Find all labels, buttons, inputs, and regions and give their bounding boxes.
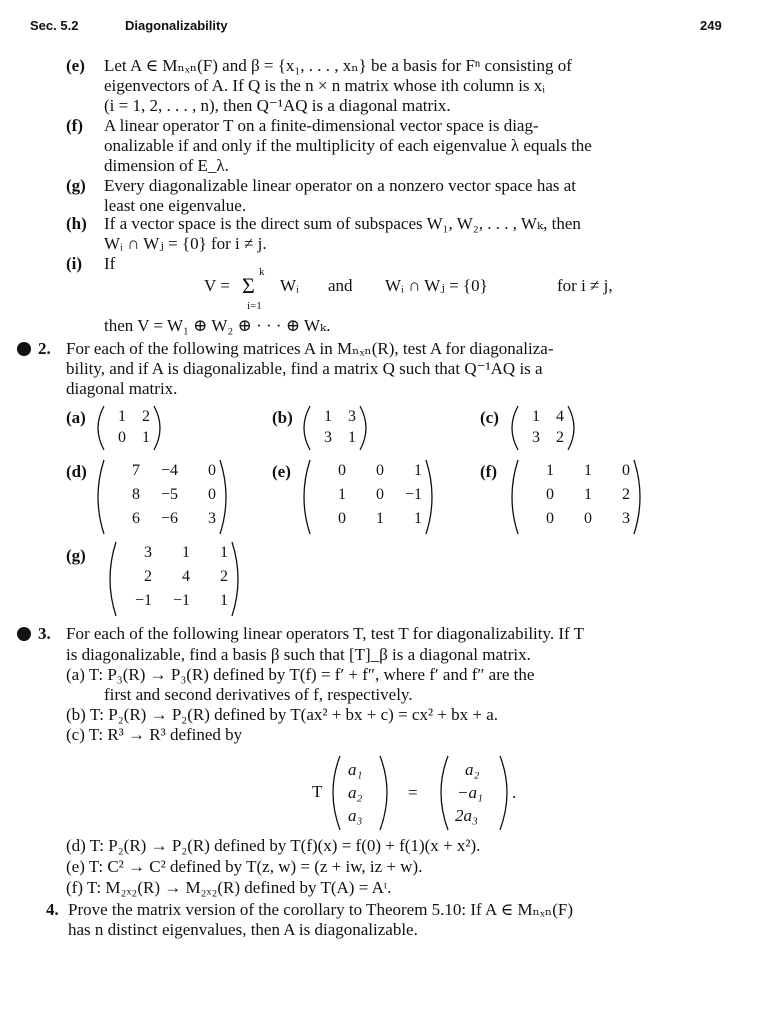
item-label: (i) xyxy=(66,254,83,273)
matrix-entry: −4 xyxy=(160,462,178,479)
matrix-entry: 4 xyxy=(556,408,564,425)
exercise-3-text: For each of the following linear operators T, test T for diagonalizability. If T xyxy=(66,624,585,643)
matrix-label: (f) xyxy=(480,462,497,481)
item-text: least one eigenvalue. xyxy=(104,196,247,215)
matrix-entry: 1 xyxy=(376,510,384,527)
matrix-entry: −6 xyxy=(160,510,178,527)
sum-and: and xyxy=(328,276,353,295)
matrix-entry: 0 xyxy=(546,486,554,503)
equation-rhs-entry: a₂ xyxy=(465,760,480,779)
equation-period: . xyxy=(512,783,517,802)
matrix-entry: 3 xyxy=(144,544,152,561)
equation-T: T xyxy=(312,782,323,801)
exercise-3-item-d: (d) T: P₂(R) → P₂(R) defined by T(f)(x) = f(0) + f(1)(x + x²). xyxy=(66,836,481,855)
matrix-entry: −5 xyxy=(160,486,178,503)
sum-condition: for i ≠ j, xyxy=(557,276,613,295)
matrix-entry: 0 xyxy=(376,486,384,503)
page-number: 249 xyxy=(700,18,722,33)
matrix-entry: 0 xyxy=(208,486,216,503)
item-label: (e) xyxy=(66,56,85,75)
item-label: (f) xyxy=(66,116,83,135)
item-text: (i = 1, 2, . . . , n), then Q⁻¹AQ is a diagonal matrix. xyxy=(104,96,451,115)
matrix-entry: 6 xyxy=(132,510,140,527)
exercise-2-text: diagonal matrix. xyxy=(66,379,178,398)
matrix-entry: 0 xyxy=(338,462,346,479)
matrix-entry: 1 xyxy=(142,429,150,446)
matrix-label: (g) xyxy=(66,546,86,565)
item-text: If xyxy=(104,254,116,273)
item-text: If a vector space is the direct sum of subspaces W₁, W₂, . . . , Wₖ, then xyxy=(104,214,581,233)
matrix-entry: 1 xyxy=(118,408,126,425)
matrix-entry: 1 xyxy=(414,510,422,527)
equation-lhs-entry: a₁ xyxy=(348,760,363,779)
exercise-3-bullet xyxy=(17,627,31,641)
sum-term: Wᵢ xyxy=(280,276,299,295)
item-label: (g) xyxy=(66,176,86,195)
matrix-entry: 4 xyxy=(182,568,190,585)
matrix-entry: 1 xyxy=(182,544,190,561)
item-text: dimension of E_λ. xyxy=(104,156,229,175)
matrix-entry: −1 xyxy=(134,592,152,609)
item-text: Wᵢ ∩ Wⱼ = {0} for i ≠ j. xyxy=(104,234,267,253)
exercise-2-bullet xyxy=(17,342,31,356)
matrix-entry: −1 xyxy=(404,486,422,503)
matrix-label: (e) xyxy=(272,462,291,481)
matrix-entry: 1 xyxy=(324,408,332,425)
matrix-entry: 1 xyxy=(348,429,356,446)
section-label: Sec. 5.2 xyxy=(30,18,79,33)
item-label: (h) xyxy=(66,214,87,233)
matrix-entry: 1 xyxy=(414,462,422,479)
exercise-3-text: is diagonalizable, find a basis β such that [T]_β is a diagonal matrix. xyxy=(66,645,531,664)
exercise-4-text: has n distinct eigenvalues, then A is diagonalizable. xyxy=(68,920,418,939)
matrix-entry: 3 xyxy=(532,429,540,446)
matrix-entry: 1 xyxy=(584,486,592,503)
matrix-entry: 7 xyxy=(132,462,140,479)
matrix-entry: 0 xyxy=(118,429,126,446)
exercise-3-item-e: (e) T: C² → C² defined by T(z, w) = (z + iw, iz + w). xyxy=(66,857,423,876)
matrix-entry: 0 xyxy=(546,510,554,527)
item-text: Let A ∈ Mₙₓₙ(F) and β = {x₁, . . . , xₙ} be a basis for Fⁿ consisting of xyxy=(104,56,572,75)
sum-sigma: Σ xyxy=(242,273,255,298)
matrix-entry: 1 xyxy=(220,592,228,609)
matrix-entry: 8 xyxy=(132,486,140,503)
equation-equals: = xyxy=(408,783,418,802)
item-text: A linear operator T on a finite-dimensional vector space is diag- xyxy=(104,116,539,135)
sum-v: V = xyxy=(204,276,230,295)
exercise-3-item-a-cont: first and second derivatives of f, respectively. xyxy=(104,685,413,704)
matrix-parentheses xyxy=(300,404,370,452)
equation-lhs-entry: a₃ xyxy=(348,806,363,825)
matrix-entry: 3 xyxy=(622,510,630,527)
exercise-3-item-a: (a) T: P₃(R) → P₃(R) defined by T(f) = f′ + f″, where f′ and f″ are the xyxy=(66,665,535,684)
exercise-2-number: 2. xyxy=(38,339,51,358)
matrix-entry: 3 xyxy=(208,510,216,527)
exercise-2-text: bility, and if A is diagonalizable, find a matrix Q such that Q⁻¹AQ is a xyxy=(66,359,543,378)
direct-sum-line: then V = W₁ ⊕ W₂ ⊕ · · · ⊕ Wₖ. xyxy=(104,316,331,335)
matrix-parentheses xyxy=(94,404,164,452)
exercise-3-item-f: (f) T: M₂ₓ₂(R) → M₂ₓ₂(R) defined by T(A) = Aᵗ. xyxy=(66,878,392,897)
matrix-entry: 3 xyxy=(324,429,332,446)
sum-lower-limit: i=1 xyxy=(247,300,262,312)
equation-lhs-entry: a₂ xyxy=(348,783,363,802)
sum-intersection: Wᵢ ∩ Wⱼ = {0} xyxy=(385,276,488,295)
matrix-entry: 2 xyxy=(622,486,630,503)
running-title: Diagonalizability xyxy=(125,18,228,33)
matrix-label: (d) xyxy=(66,462,87,481)
matrix-entry: 0 xyxy=(338,510,346,527)
matrix-label: (c) xyxy=(480,408,499,427)
matrix-entry: 2 xyxy=(220,568,228,585)
matrix-entry: −1 xyxy=(172,592,190,609)
matrix-entry: 0 xyxy=(622,462,630,479)
matrix-entry: 0 xyxy=(208,462,216,479)
matrix-label: (a) xyxy=(66,408,86,427)
exercise-3-item-b: (b) T: P₂(R) → P₂(R) defined by T(ax² + bx + c) = cx² + bx + a. xyxy=(66,705,499,724)
matrix-entry: 0 xyxy=(376,462,384,479)
matrix-entry: 0 xyxy=(584,510,592,527)
exercise-2-text: For each of the following matrices A in Mₙₓₙ(R), test A for diagonaliza- xyxy=(66,339,554,358)
matrix-entry: 2 xyxy=(556,429,564,446)
item-text: onalizable if and only if the multiplicity of each eigenvalue λ equals the xyxy=(104,136,592,155)
matrix-entry: 1 xyxy=(546,462,554,479)
exercise-4-text: Prove the matrix version of the corollary to Theorem 5.10: If A ∈ Mₙₓₙ(F) xyxy=(68,900,573,919)
matrix-parentheses xyxy=(508,404,578,452)
exercise-3-item-c: (c) T: R³ → R³ defined by xyxy=(66,725,243,744)
exercise-4-number: 4. xyxy=(46,900,59,919)
equation-rhs-entry: 2a₃ xyxy=(455,806,478,825)
matrix-entry: 1 xyxy=(584,462,592,479)
item-text: Every diagonalizable linear operator on a nonzero vector space has at xyxy=(104,176,576,195)
exercise-3-number: 3. xyxy=(38,624,51,643)
matrix-label: (b) xyxy=(272,408,293,427)
matrix-entry: 1 xyxy=(338,486,346,503)
matrix-entry: 2 xyxy=(142,408,150,425)
matrix-entry: 1 xyxy=(532,408,540,425)
matrix-entry: 2 xyxy=(144,568,152,585)
equation-rhs-entry: −a₁ xyxy=(457,783,483,802)
matrix-entry: 1 xyxy=(220,544,228,561)
item-text: eigenvectors of A. If Q is the n × n matrix whose ith column is xᵢ xyxy=(104,76,546,95)
matrix-entry: 3 xyxy=(348,408,356,425)
sum-upper-limit: k xyxy=(259,266,265,278)
